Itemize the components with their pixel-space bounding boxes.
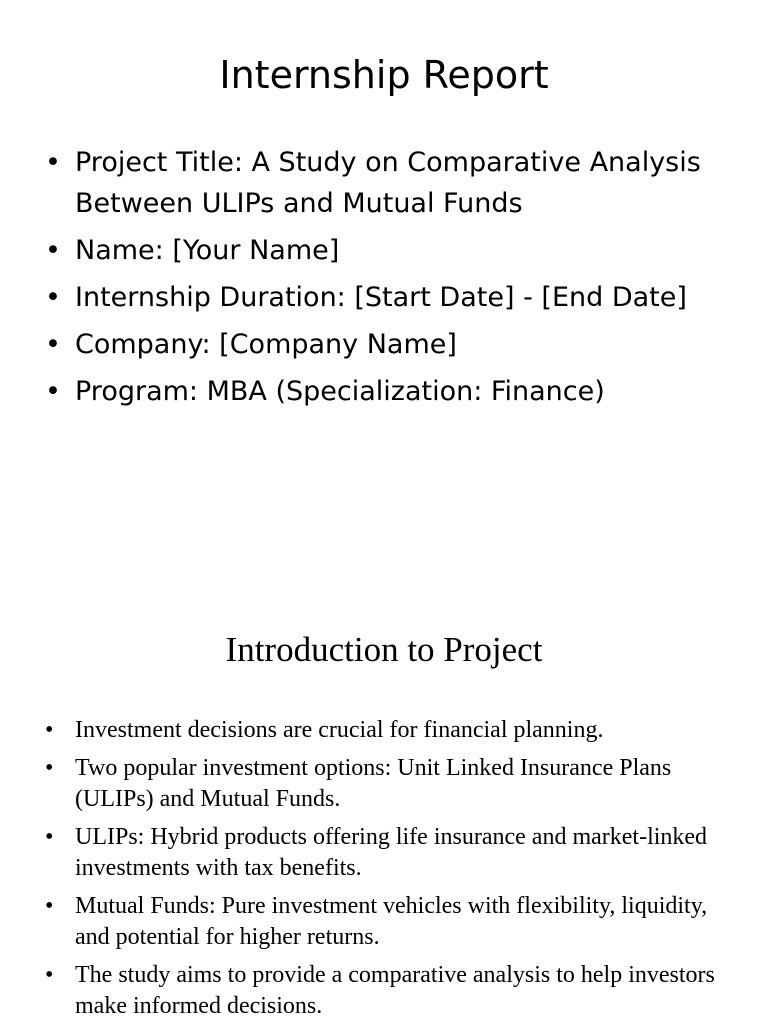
list-item-text: Investment decisions are crucial for financial planning. xyxy=(75,717,604,743)
bullet-icon: • xyxy=(45,755,54,781)
list-item xyxy=(0,715,768,746)
bullet-icon: • xyxy=(45,376,61,407)
bullet-icon: • xyxy=(45,147,61,178)
slide-title: Introduction to Project xyxy=(225,630,543,669)
list-item xyxy=(0,142,768,224)
list-item xyxy=(0,891,768,953)
bullet-icon: • xyxy=(45,962,54,988)
list-item xyxy=(0,753,768,815)
list-item xyxy=(0,371,768,412)
bullet-icon: • xyxy=(45,329,61,360)
list-item xyxy=(0,960,768,1022)
bullet-icon: • xyxy=(45,235,61,266)
bullet-icon: • xyxy=(45,717,54,743)
bullet-icon: • xyxy=(45,282,61,313)
list-item xyxy=(0,822,768,884)
list-item xyxy=(0,230,768,271)
bullet-icon: • xyxy=(45,824,54,850)
list-item-text: ULIPs: Hybrid products offering life insurance and market-linked investments with tax benefits. xyxy=(75,824,708,881)
bullet-list xyxy=(0,142,768,418)
bullet-list xyxy=(0,715,768,1029)
list-item-text: Two popular investment options: Unit Linked Insurance Plans (ULIPs) and Mutual Funds. xyxy=(75,755,672,812)
list-item-text: Company: [Company Name] xyxy=(75,329,457,360)
bullet-icon: • xyxy=(45,893,54,919)
slide-title: Internship Report xyxy=(219,53,549,97)
list-item-text: Project Title: A Study on Comparative Analysis Between ULIPs and Mutual Funds xyxy=(75,147,701,219)
list-item-text: Program: MBA (Specialization: Finance) xyxy=(75,376,605,407)
list-item xyxy=(0,324,768,365)
list-item-text: Name: [Your Name] xyxy=(75,235,340,266)
list-item xyxy=(0,277,768,318)
list-item-text: The study aims to provide a comparative analysis to help investors make informed decisions. xyxy=(75,962,715,1019)
list-item-text: Internship Duration: [Start Date] - [End Date] xyxy=(75,282,687,313)
list-item-text: Mutual Funds: Pure investment vehicles with flexibility, liquidity, and potential for higher returns. xyxy=(75,893,708,950)
slide-introduction xyxy=(0,560,768,1024)
